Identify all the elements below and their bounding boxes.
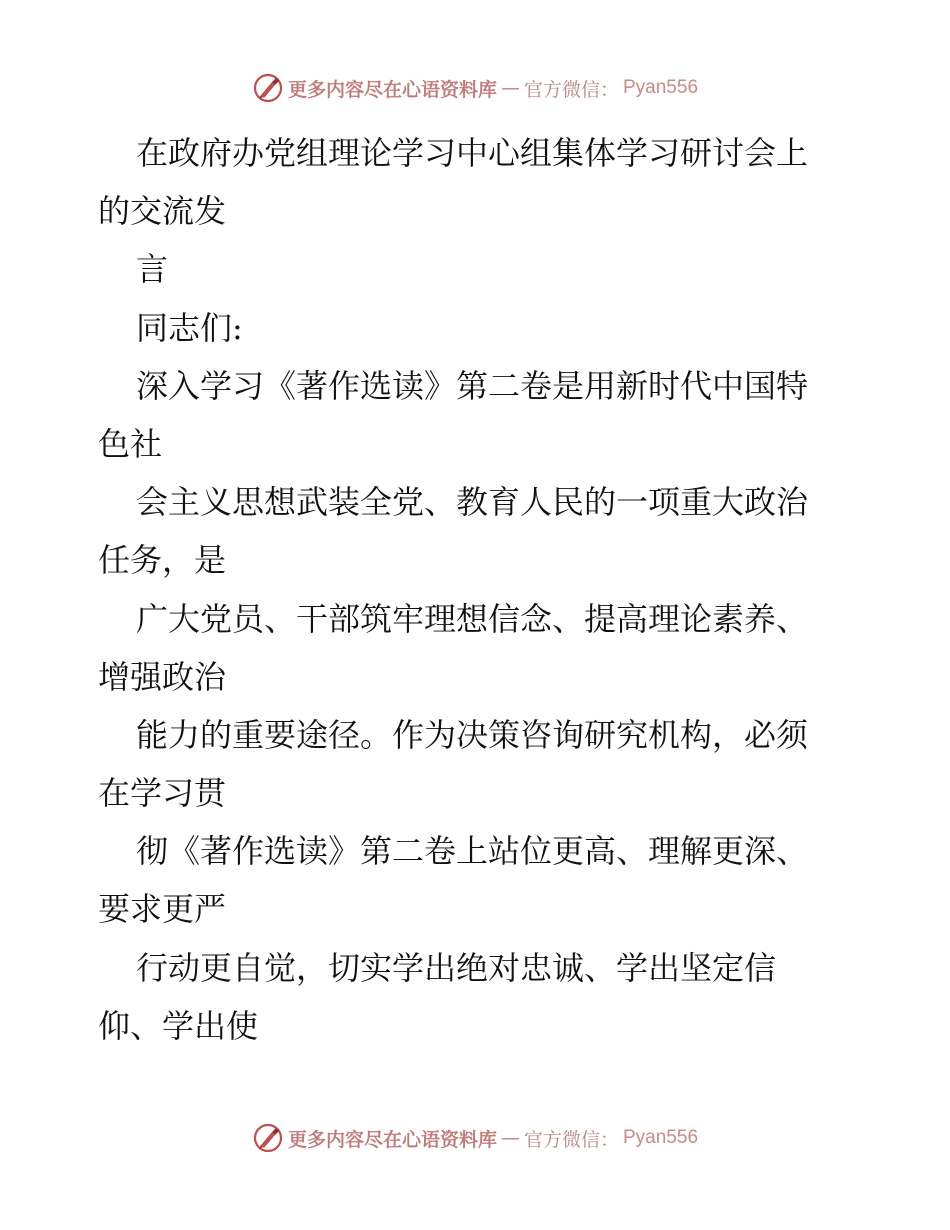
text-line: 增强政治: [98, 657, 227, 696]
watermark-dash: —: [500, 77, 520, 99]
text-line: 广大党员、干部筑牢理想信念、提高理论素养、: [136, 599, 809, 638]
watermark-text: 更多内容尽在心语资料库: [287, 78, 497, 101]
watermark-dash: —: [500, 1127, 520, 1149]
watermark-text: 更多内容尽在心语资料库: [287, 1128, 497, 1151]
document-body: [98, 124, 858, 1055]
footer-watermark: [0, 1122, 950, 1154]
text-line: 言: [136, 250, 169, 289]
text-line: 的交流发: [98, 192, 227, 231]
text-line: 在学习贯: [98, 774, 227, 813]
text-line: 能力的重要途径。作为决策咨询研究机构，必须: [136, 715, 809, 754]
pen-logo-icon: [252, 72, 284, 104]
text-line: 会主义思想武装全党、教育人民的一项重大政治: [136, 483, 809, 522]
text-line: 要求更严: [98, 890, 227, 929]
watermark-wechat-id: Pyan556: [623, 77, 699, 98]
watermark-wechat-label: 官方微信：: [523, 78, 619, 101]
watermark-wechat-id: Pyan556: [623, 1127, 699, 1148]
text-line: 同志们:: [136, 308, 243, 347]
text-line: 深入学习《著作选读》第二卷是用新时代中国特: [136, 366, 809, 405]
text-line: 任务，是: [98, 541, 227, 580]
header-watermark: [0, 72, 950, 104]
text-line: 行动更自觉，切实学出绝对忠诚、学出坚定信: [136, 948, 777, 987]
watermark-wechat-label: 官方微信：: [523, 1128, 619, 1151]
pen-logo-icon: [252, 1122, 284, 1154]
text-line: 在政府办党组理论学习中心组集体学习研讨会上: [136, 134, 809, 172]
text-line: 彻《著作选读》第二卷上站位更高、理解更深、: [136, 832, 809, 871]
text-line: 仰、学出使: [98, 1006, 259, 1045]
text-line: 色社: [98, 424, 163, 463]
